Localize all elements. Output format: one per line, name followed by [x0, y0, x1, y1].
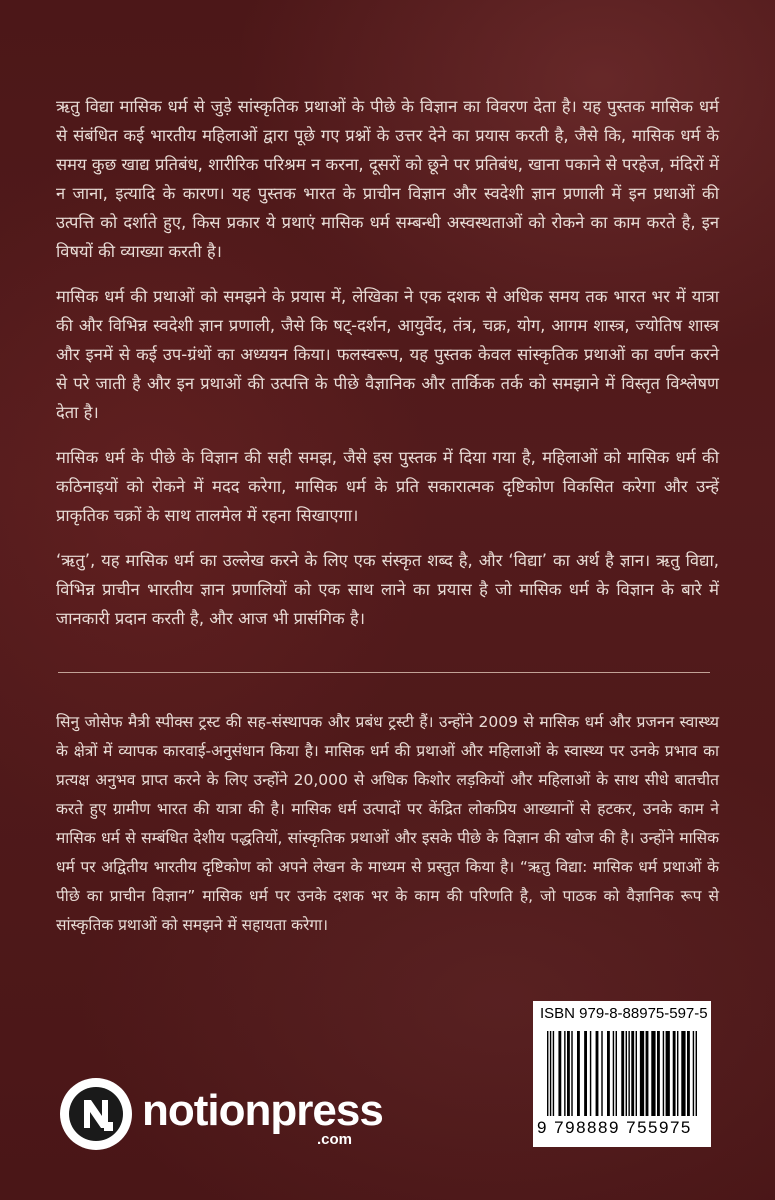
publisher-domain: .com [317, 1131, 353, 1148]
blurb-paragraph-2: मासिक धर्म की प्रथाओं को समझने के प्रयास में, लेखिका ने एक दशक से अधिक समय तक भारत भर में यात्रा की और विभिन्न स्वदेशी ज्ञान प्रणाली, जैसे कि षट्-दर्शन, आयुर्वेद, तंत्र, चक्र, योग, आगम शास्त्र, ज्योतिष शास्त्र और इनमें से कई उप-ग्रंथों का अध्ययन किया। फलस्वरूप, यह पुस्तक केवल सांस्कृतिक प्रथाओं का वर्णन करने से परे जाती है और इन प्रथाओं की उत्पत्ति के पीछे वैज्ञानिक और तार्किक तर्क को समझाने में विस्तृत विश्लेषण देता है। [56, 287, 719, 422]
author-bio: सिनु जोसेफ मैत्री स्पीक्स ट्रस्ट की सह-संस्थापक और प्रबंध ट्रस्टी हैं। उन्होंने 2009 से मासिक धर्म और प्रजनन स्वास्थ्य के क्षेत्रों में व्यापक कारवाई-अनुसंधान किया है। मासिक धर्म की प्रथाओं और महिलाओं के स्वास्थ्य पर उनके प्रभाव का प्रत्यक्ष अनुभव प्राप्त करने के लिए उन्होंने 20,000 से अधिक किशोर लड़कियों और महिलाओं के साथ सीधे बातचीत करते हुए ग्रामीण भारत की यात्रा की है। मासिक धर्म उत्पादों पर केंद्रित लोकप्रिय आख्यानों से हटकर, उनके काम ने मासिक धर्म से सम्बंधित देशीय पद्धतियों, सांस्कृतिक प्रथाओं और इसके पीछे के विज्ञान की खोज की है। उन्होंने मासिक धर्म पर अद्वितीय भारतीय दृष्टिकोण को अपने लेखन के माध्यम से प्रस्तुत किया है। “ऋतु विद्या: मासिक धर्म प्रथाओं के पीछे का प्राचीन विज्ञान” मासिक धर्म पर उनके दशक भर के काम की परिणति है, जो पाठक को वैज्ञानिक रूप से सांस्कृतिक प्रथाओं को समझने में सहायता करेगा। [56, 713, 719, 934]
blurb-paragraph-3: मासिक धर्म के पीछे के विज्ञान की सही समझ, जैसे इस पुस्तक में दिया गया है, महिलाओं को मासिक धर्म की कठिनाइयों को रोकने में मदद करेगा, मासिक धर्म के प्रति सकारात्मक दृष्टिकोण विकसित करेगा और उन्हें प्राकृतिक चक्रों के साथ तालमेल में रहना सिखाएगा। [56, 448, 719, 525]
book-blurb [56, 92, 719, 649]
blurb-paragraph-1: ऋतु विद्या मासिक धर्म से जुड़े सांस्कृतिक प्रथाओं के पीछे के विज्ञान का विवरण देता है। यह पुस्तक मासिक धर्म से संबंधित कई भारतीय महिलाओं द्वारा पूछे गए प्रश्नों के उत्तर देने का प्रयास करती है, जैसे कि, मासिक धर्म के समय कुछ खाद्य प्रतिबंध, शारीरिक परिश्रम न करना, दूसरों को छूने पर प्रतिबंध, खाना पकाने से परहेज, मंदिरों में न जाना, इत्यादि के कारण। यह पुस्तक भारत के प्राचीन विज्ञान और स्वदेशी ज्ञान प्रणाली में इन प्रथाओं की उत्पत्ति को दर्शाते हुए, किस प्रकार ये प्रथाएं मासिक धर्म सम्बन्धी अस्वस्थताओं को रोकने का काम करते है, इन विषयों की व्याख्या करती है। [56, 97, 719, 261]
notionpress-n-icon [60, 1078, 132, 1150]
section-divider [58, 672, 710, 673]
publisher-name: notionpress [142, 1086, 383, 1135]
barcode-digits: 9 798889 755975 [537, 1118, 692, 1137]
barcode-icon [543, 1031, 701, 1116]
publisher-logo [60, 1078, 390, 1150]
blurb-paragraph-4: ‘ऋतु’, यह मासिक धर्म का उल्लेख करने के लिए एक संस्कृत शब्द है, और ‘विद्या’ का अर्थ है ज्ञान। ऋतु विद्या, विभिन्न प्राचीन भारतीय ज्ञान प्रणालियों को एक साथ लाने का प्रयास है जो मासिक धर्म के विज्ञान के बारे में जानकारी प्रदान करती है, और आज भी प्रासंगिक है। [56, 551, 719, 628]
isbn-barcode-box [533, 1001, 711, 1147]
isbn-label: ISBN 979-8-88975-597-5 [540, 1005, 708, 1022]
